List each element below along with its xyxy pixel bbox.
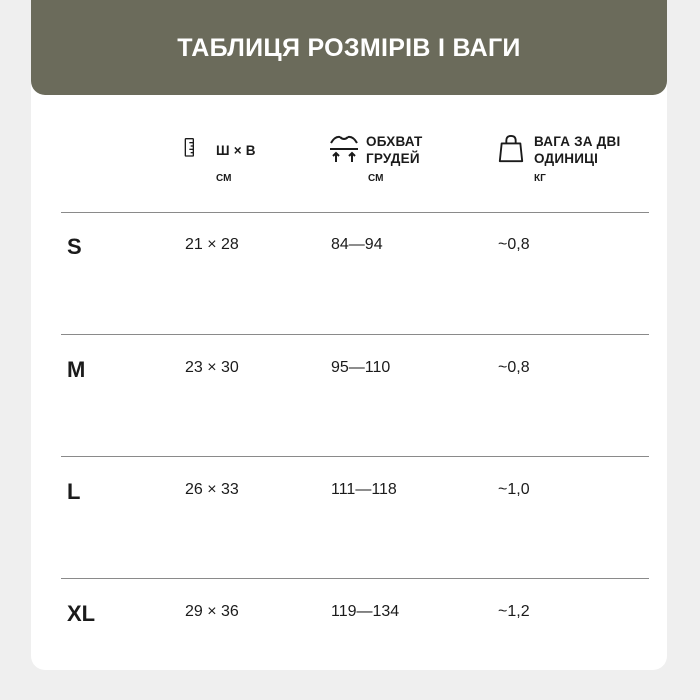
dimensions-value: 21 × 28: [185, 236, 239, 253]
column-unit: КГ: [534, 173, 546, 184]
weight-bag-icon: [497, 133, 525, 165]
page-title: ТАБЛИЦЯ РОЗМІРІВ І ВАГИ: [177, 34, 521, 62]
column-label: ОБХВАТ ГРУДЕЙ: [366, 134, 423, 166]
chest-value: 95—110: [331, 359, 391, 376]
chest-value: 111—118: [331, 481, 397, 498]
chest-value: 119—134: [331, 603, 400, 620]
size-label-xl: XL: [67, 601, 96, 626]
weight-value: ~0,8: [498, 236, 530, 253]
ruler-icon: [184, 133, 204, 163]
weight-value: ~1,0: [498, 481, 530, 498]
chest-girth-icon: [328, 133, 360, 165]
chest-value: 84—94: [331, 236, 383, 253]
column-unit: СМ: [216, 173, 232, 184]
weight-value: ~0,8: [498, 359, 530, 376]
dimensions-value: 26 × 33: [185, 481, 239, 498]
dimensions-value: 29 × 36: [185, 603, 239, 620]
size-label-l: L: [67, 479, 81, 504]
dimensions-value: 23 × 30: [185, 359, 239, 376]
header-bar: [31, 0, 667, 95]
row-divider: [61, 212, 649, 213]
column-label: ВАГА ЗА ДВІ ОДИНИЦІ: [534, 134, 621, 166]
row-divider: [61, 334, 649, 335]
column-unit: СМ: [368, 173, 384, 184]
row-divider: [61, 456, 649, 457]
weight-value: ~1,2: [498, 603, 530, 620]
column-label: Ш × В: [216, 143, 256, 158]
size-label-s: S: [67, 234, 82, 259]
size-label-m: M: [67, 357, 86, 382]
size-table-card: [31, 0, 667, 670]
row-divider: [61, 578, 649, 579]
